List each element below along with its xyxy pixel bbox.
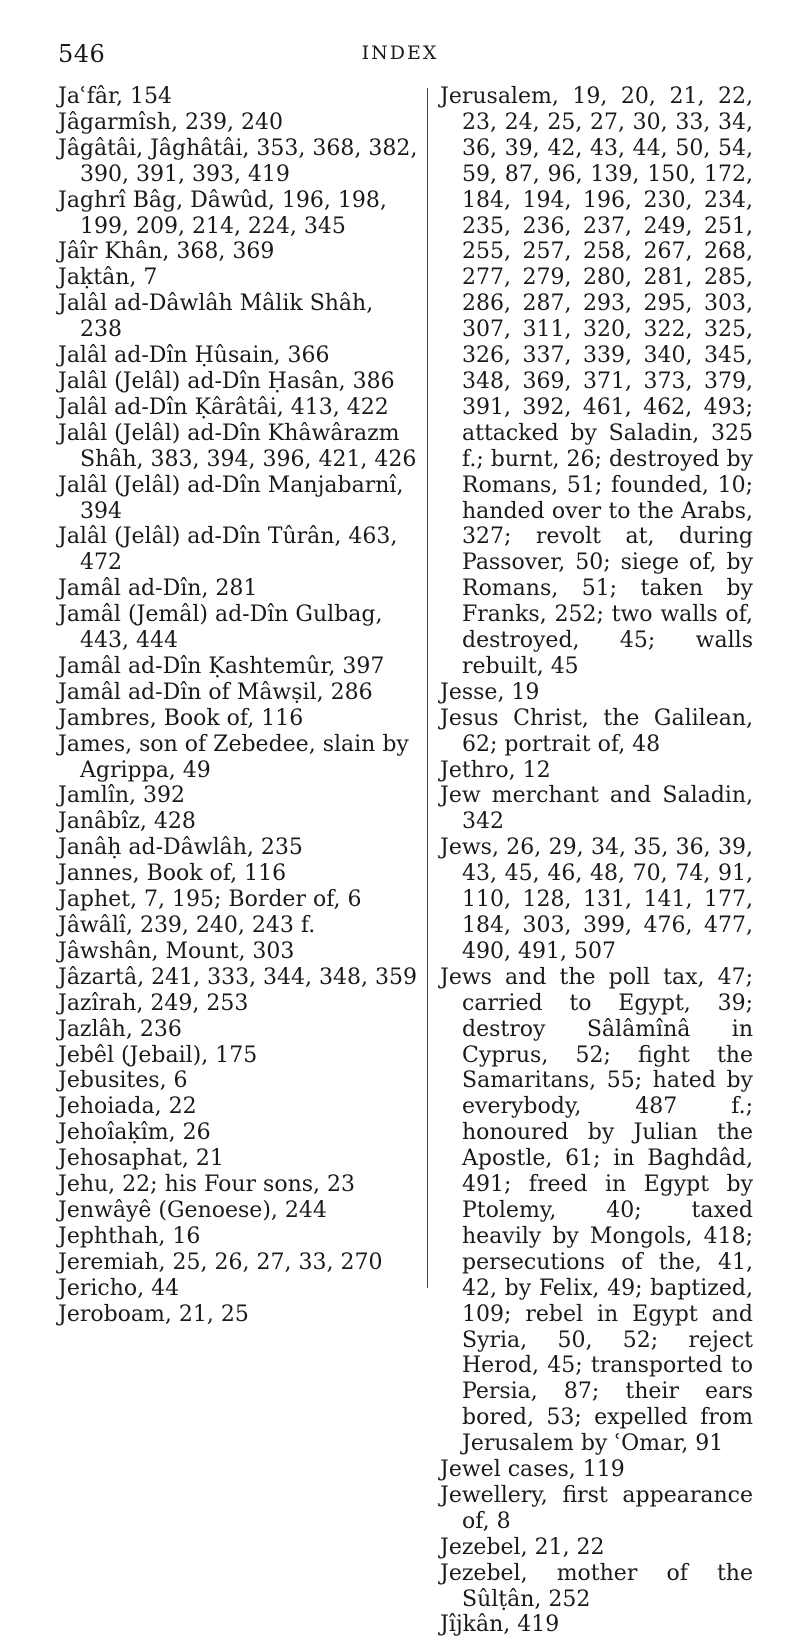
index-entry: Jalâl (Jelâl) ad-Dîn Ḥasân, 386: [58, 368, 395, 394]
index-entry: Jâîr Khân, 368, 369: [58, 239, 275, 265]
index-entry: Jalâl ad-Dîn Ḥûsain, 366: [58, 343, 330, 369]
page-header: [58, 40, 742, 72]
column-divider: [427, 88, 428, 1288]
index-entry: Jebêl (Jebail), 175: [58, 1042, 258, 1068]
index-entry: Jebusites, 6: [58, 1068, 188, 1094]
index-entry: Jâzartâ, 241, 333, 344, 348, 359: [58, 964, 418, 990]
index-entry: Jeremiah, 25, 26, 27, 33, 270: [58, 1249, 383, 1275]
index-entry: Jehu, 22; his Four sons, 23: [58, 1172, 356, 1198]
index-entry: Jenwâyê (Genoese), 244: [58, 1197, 327, 1223]
index-entry: Jaḳtân, 7: [58, 265, 158, 291]
index-entry: Jezebel, mother of the Sûlṭân, 252: [440, 1560, 753, 1612]
index-entry: Jamâl ad-Dîn of Mâwṣil, 286: [58, 679, 373, 705]
index-entry: Jazîrah, 249, 253: [58, 990, 249, 1016]
index-entry: Jewel cases, 119: [440, 1457, 625, 1483]
index-entry: Jalâl (Jelâl) ad-Dîn Manjabarnî, 394: [58, 472, 404, 524]
index-entry: Jâgâtâi, Jâghâtâi, 353, 368, 382, 390, 391, 393, 419: [58, 135, 418, 187]
index-entry: Jesus Christ, the Galilean, 62; portrait of, 48: [440, 705, 753, 757]
index-column-right: [440, 84, 753, 1638]
index-entry: Japhet, 7, 195; Border of, 6: [58, 887, 362, 913]
index-entry: Jazlâh, 236: [58, 1016, 182, 1042]
page-number: 546: [58, 40, 106, 68]
index-entry: Jephthah, 16: [58, 1223, 201, 1249]
index-entry: Jews, 26, 29, 34, 35, 36, 39, 43, 45, 46, 48, 70, 74, 91, 110, 128, 131, 141, 177, 184, 303, 399, 476, 477, 490, 491, 507: [440, 835, 753, 964]
index-entry: Jaghrî Bâg, Dâwûd, 196, 198, 199, 209, 214, 224, 345: [58, 187, 387, 239]
index-entry: Jehosaphat, 21: [58, 1146, 224, 1172]
index-entry: Jamâl (Jemâl) ad-Dîn Gulbag, 443, 444: [58, 602, 383, 654]
index-entry: Jamâl ad-Dîn, 281: [58, 576, 258, 602]
index-entry: Jews and the poll tax, 47; carried to Egypt, 39; destroy Sâlâmînâ in Cyprus, 52; fight the Samaritans, 55; hated by everybody, 487 f.; honoured by Julian the Apostle, 61; in Baghdâd, 491; freed in Egypt by Ptolemy, 40; taxed heavily by Mongols, 418; persecutions of the, 41, 42, by Felix, 49; baptized, 109; rebel in Egypt and Syria, 50, 52; reject Herod, 45; transported to Persia, 87; their ears bored, 53; expelled from Jerusalem by ʿOmar, 91: [440, 964, 753, 1457]
index-entry: Jîjkân, 419: [440, 1612, 560, 1638]
index-entry: Jezebel, 21, 22: [440, 1534, 605, 1560]
index-column-left: [58, 84, 418, 1328]
index-entry: Jannes, Book of, 116: [58, 861, 287, 887]
index-entry: Jaʿfâr, 154: [58, 84, 173, 109]
index-entry: Jethro, 12: [440, 757, 551, 783]
index-entry: Jesse, 19: [440, 679, 540, 705]
index-entry: Jâwshân, Mount, 303: [58, 938, 295, 964]
index-entry: Jalâl ad-Dâwlâh Mâlik Shâh, 238: [58, 291, 374, 343]
index-entry: Jalâl (Jelâl) ad-Dîn Khâwârazm Shâh, 383, 394, 396, 421, 426: [58, 420, 417, 472]
index-entry: Jâwâlî, 239, 240, 243 f.: [58, 913, 316, 938]
index-entry: Jalâl ad-Dîn Ḳârâtâi, 413, 422: [58, 394, 389, 420]
index-entry: Jerusalem, 19, 20, 21, 22, 23, 24, 25, 27, 30, 33, 34, 36, 39, 42, 43, 44, 50, 54, 59, 87, 96, 139, 150, 172, 184, 194, 196, 230, 234, 235, 236, 237, 249, 251, 255, 257, 258, 267, 268, 277, 279, 280, 281, 285, 286, 287, 293, 295, 303, 307, 311, 320, 322, 325, 326, 337, 339, 340, 345, 348, 369, 371, 373, 379, 391, 392, 461, 462, 493; attacked by Saladin, 325 f.; burnt, 26; destroyed by Romans, 51; founded, 10; handed over to the Arabs, 327; revolt at, during Passover, 50; siege of, by Romans, 51; taken by Franks, 252; two walls of, destroyed, 45; walls rebuilt, 45: [440, 84, 753, 679]
index-entry: James, son of Zebedee, slain by Agrippa, 49: [58, 731, 409, 783]
index-entry: Jewellery, first appearance of, 8: [440, 1482, 753, 1534]
index-entry: Jalâl (Jelâl) ad-Dîn Tûrân, 463, 472: [58, 524, 398, 576]
index-entry: Jamlîn, 392: [58, 783, 186, 809]
index-entry: Jambres, Book of, 116: [58, 705, 304, 731]
index-entry: Jehoiada, 22: [58, 1094, 197, 1120]
running-title: INDEX: [361, 42, 439, 64]
index-entry: Jamâl ad-Dîn Ḳashtemûr, 397: [58, 653, 385, 679]
index-entry: Jeroboam, 21, 25: [58, 1301, 249, 1327]
index-entry: Janâbîz, 428: [58, 809, 196, 835]
index-entry: Jehoîaḳîm, 26: [58, 1120, 211, 1146]
index-entry: Jericho, 44: [58, 1275, 180, 1301]
index-entry: Janâḥ ad-Dâwlâh, 235: [58, 835, 303, 861]
index-entry: Jâgarmîsh, 239, 240: [58, 109, 283, 135]
index-entry: Jew merchant and Saladin, 342: [440, 783, 753, 835]
